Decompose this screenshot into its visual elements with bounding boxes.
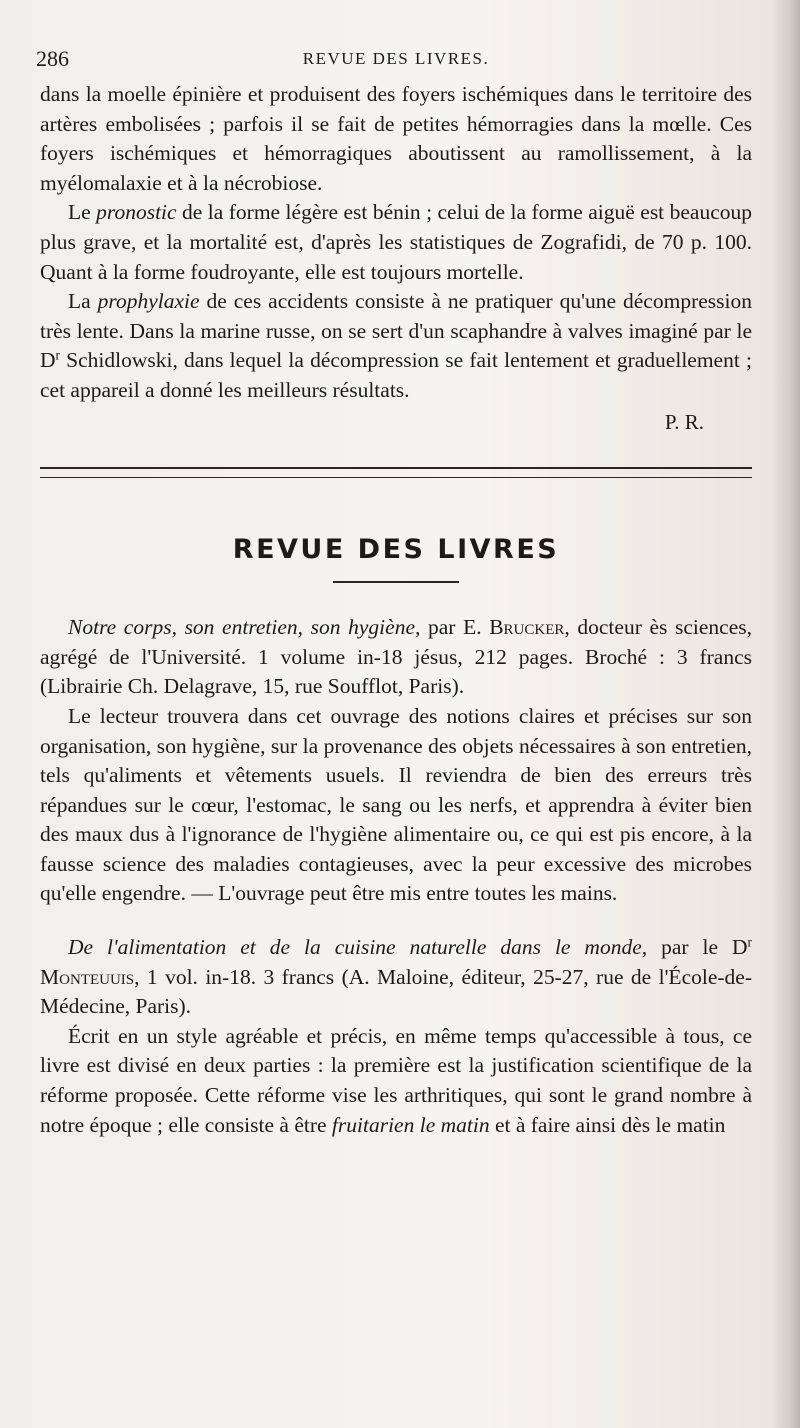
review-1-citation [40,613,752,702]
paragraph-mid: de ces accidents consiste à ne pratiquer qu'une décompression très lente. Dans la marine russe, on se sert d'un scaphandre à valves imaginé par le D [40,289,752,373]
review-2-book-title: De l'alimentation et de la cuisine naturelle dans le monde, [68,935,648,960]
paragraph-start: La [68,289,98,314]
term-prophylaxie: prophylaxie [97,289,200,314]
review-2-citation [40,933,752,1022]
review-2-body-start: Écrit en un style agréable et précis, en même temps qu'accessible à tous, ce livre est divisé en deux parties : la première est la justification scientifique de la réforme proposée. Cette réforme vise les arthritiques, qui sont le grand nombre à notre époque ; elle consiste à être [40,1023,752,1137]
page-edge-shadow [772,0,800,1428]
title-underline [333,581,459,583]
paragraph-rest: de la forme légère est bénin ; celui de la forme aiguë est beaucoup plus grave, et la mortalité est, d'après les statistiques de Zografidi, de 70 p. 100. Quant à la forme foudroyante, elle est toujours mortelle. [40,200,752,284]
superscript-r: r [747,934,752,950]
review-1-book-title: Notre corps, son entretien, son hygiène, [68,615,421,640]
running-head [36,40,752,80]
superscript-r: r [55,348,60,364]
review-2-body-rest: et à faire ainsi dès le matin [489,1112,726,1137]
running-title: REVUE DES LIVRES. [302,49,490,68]
paragraph-rest: Schidlowski, dans lequel la décompression se fait lentement et graduellement ; cet appareil a donné les meilleurs résultats. [40,348,752,402]
review-1-details: , docteur ès sciences, agrégé de l'Université. 1 volume in-18 jésus, 212 pages. Broché : 3 francs (Librairie Ch. Delagrave, 15, rue Soufflot, Paris). [40,615,753,699]
review-2-author: Monteuuis [40,964,135,989]
review-1-author: Brucker [489,615,565,640]
review-1-by: par E. [420,615,490,640]
paragraph-start: Le [68,200,97,225]
section-divider [40,467,752,478]
term-pronostic: pronostic [96,200,177,225]
term-fruitarien: fruitarien le matin [331,1112,490,1137]
review-1-body-text: Le lecteur trouvera dans cet ouvrage des notions claires et précises sur son organisation, son hygiène, sur la provenance des objets nécessaires à son entretien, tels qu'aliments et vêtements usuels. Il reviendra de bien des erreurs très répandues sur le cœur, l'estomac, le sang ou les nerfs, et apprendra à éviter bien des maux dus à l'ignorance de l'hygiène alimentaire ou, ce qui est pis encore, à la fausse science des maladies contagieuses, avec la peur excessive des microbes qu'elle engendre. — L'ouvrage peut être mis entre toutes les mains. [40,703,752,906]
signature: P. R. [664,409,704,434]
paragraph-text: dans la moelle épinière et produisent des foyers ischémiques dans le territoire des artères embolisées ; parfois il se fait de petites hémorragies dans la mœlle. Ces foyers ischémiques et hémorragiques aboutissent au ramollissement, à la myélomalaxie et à la nécrobiose. [40,82,752,195]
review-2-details: , 1 vol. in-18. 3 francs (A. Maloine, éditeur, 25-27, rue de l'École-de-Médecine, Paris). [40,964,752,1019]
review-2-body [40,1022,752,1140]
section-title: REVUE DES LIVRES [232,534,560,566]
page-number: 286 [36,46,69,71]
article-paragraph-pronostic [40,198,752,287]
article-paragraph-1 [40,80,752,198]
review-1-body [40,702,752,909]
review-2-by: par le D [647,935,748,960]
article-paragraph-prophylaxie [40,287,752,405]
page-content [36,40,753,1140]
